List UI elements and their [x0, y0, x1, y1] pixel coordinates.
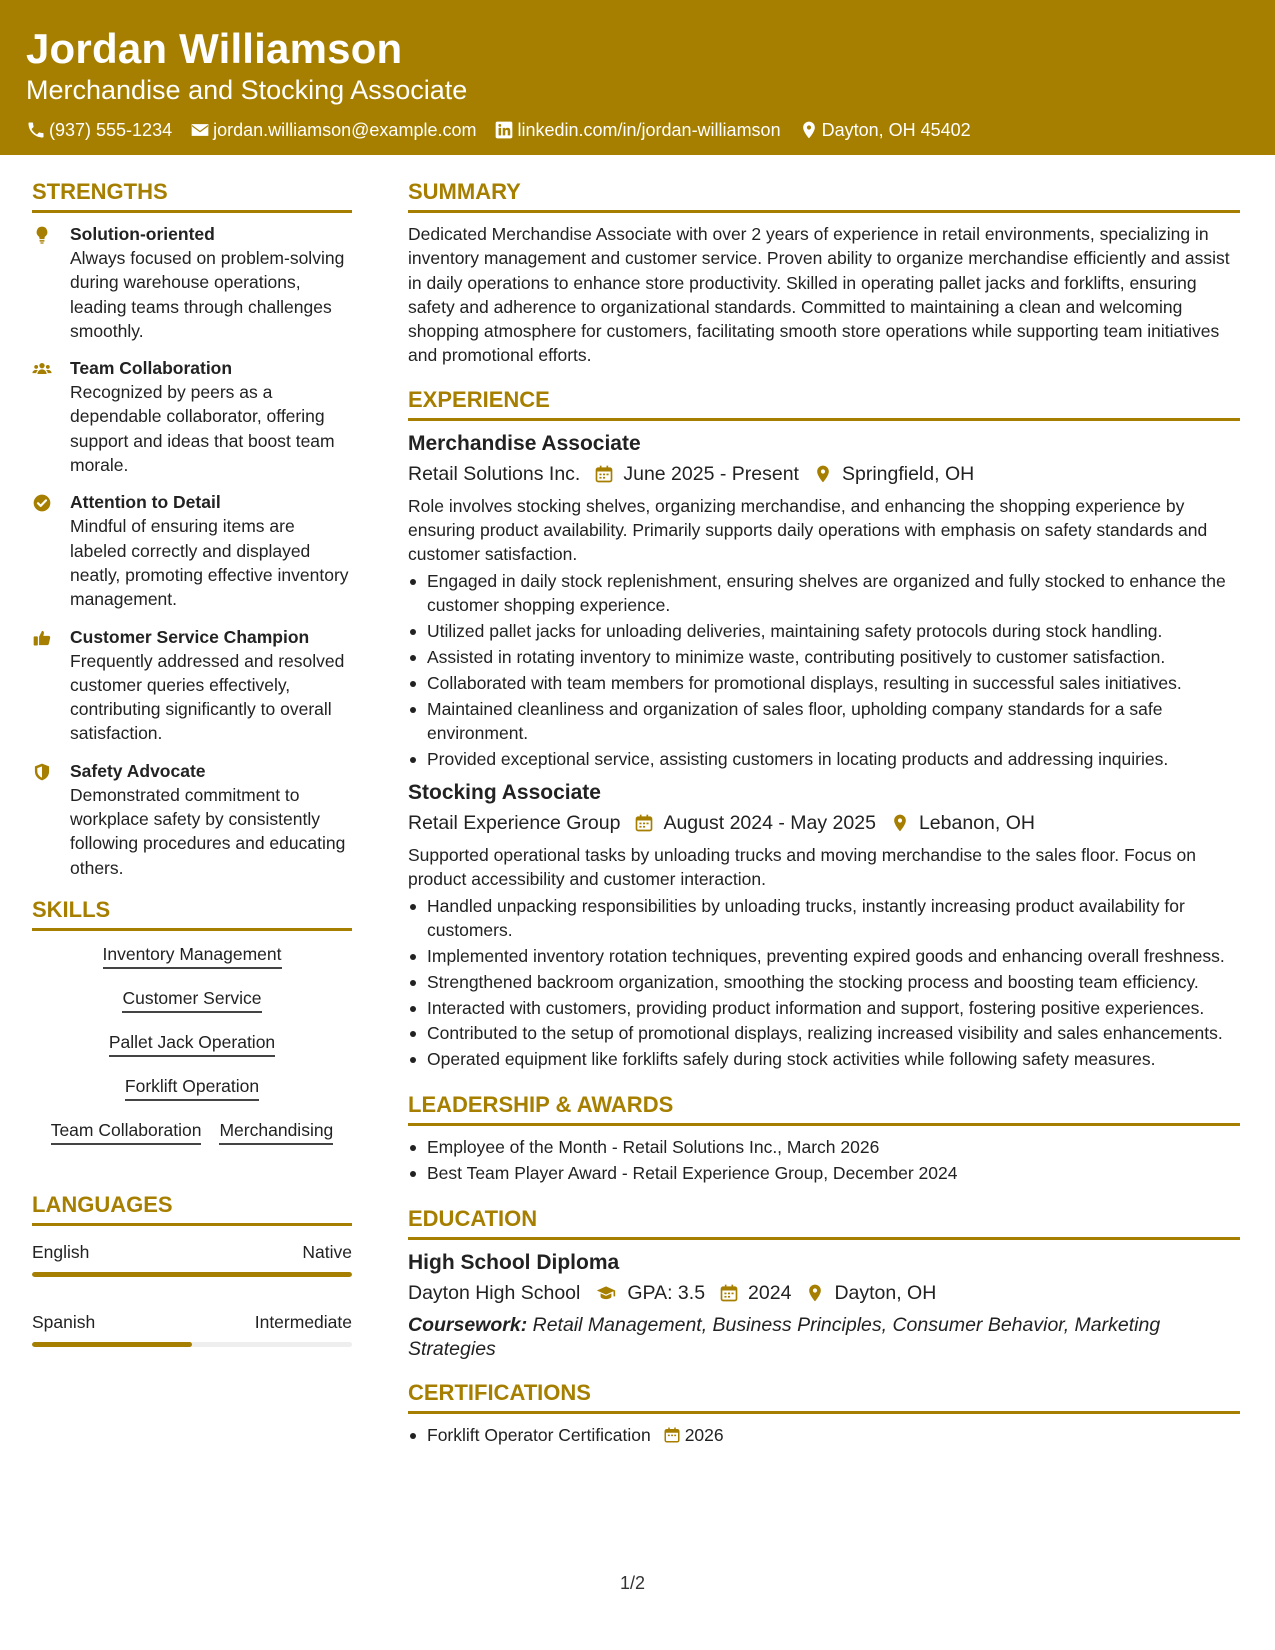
certification-name: Forklift Operator Certification — [427, 1425, 651, 1446]
language-level-fill — [32, 1342, 192, 1347]
job-company: Retail Solutions Inc. — [408, 462, 581, 485]
job-bullet: Assisted in rotating inventory to minimize waste, contributing positively to customer satisfaction. — [408, 645, 1240, 669]
job-bullet: Handled unpacking responsibilities by unloading trucks, instantly increasing product availability for customers. — [408, 894, 1240, 943]
job-bullets — [408, 894, 1240, 1072]
education-title: EDUCATION — [408, 1205, 1240, 1240]
candidate-role: Merchandise and Stocking Associate — [26, 75, 468, 105]
job-bullet: Provided exceptional service, assisting customers in locating products and addressing inquiries. — [408, 747, 1240, 771]
language-item — [32, 1240, 352, 1277]
contact-location — [799, 119, 971, 141]
job-bullet: Engaged in daily stock replenishment, ensuring shelves are organized and fully stocked to enhance the customer shopping experience. — [408, 569, 1240, 618]
strength-desc: Recognized by peers as a dependable collaborator, offering support and ideas that boost team morale. — [70, 382, 335, 476]
certifications-list — [408, 1423, 1240, 1447]
contact-bar — [26, 119, 1275, 141]
skills-list — [32, 940, 352, 1157]
language-level-bar — [32, 1272, 352, 1277]
coursework-list: Retail Management, Business Principles, Consumer Behavior, Marketing Strategies — [408, 1314, 1161, 1361]
job-description: Supported operational tasks by unloading trucks and moving merchandise to the sales floor. Focus on product accessibility and customer interaction. — [408, 845, 1196, 890]
phone-icon — [26, 120, 46, 140]
strength-item — [32, 759, 352, 880]
job-bullet: Interacted with customers, providing product information and support, fostering positive experiences. — [408, 996, 1240, 1020]
lightbulb-icon — [32, 225, 52, 245]
school-name: Dayton High School — [408, 1282, 581, 1305]
job-bullet: Contributed to the setup of promotional displays, realizing increased visibility and sales enhancements. — [408, 1021, 1240, 1045]
awards-title: LEADERSHIP & AWARDS — [408, 1091, 1240, 1126]
map-pin-icon — [813, 464, 833, 484]
calendar-icon — [594, 464, 614, 484]
skill-tag: Customer Service — [122, 986, 261, 1013]
graduation-cap-icon — [594, 1283, 618, 1303]
certification-item — [408, 1423, 1240, 1447]
skill-tag: Team Collaboration — [51, 1118, 202, 1145]
contact-phone[interactable] — [26, 119, 172, 141]
language-level-fill — [32, 1272, 352, 1277]
skills-title: SKILLS — [32, 896, 352, 931]
phone-text: (937) 555-1234 — [49, 120, 173, 140]
shield-icon — [32, 762, 52, 782]
certifications-title: CERTIFICATIONS — [408, 1379, 1240, 1414]
job-entry — [408, 779, 1240, 1072]
strength-desc: Frequently addressed and resolved customer queries effectively, contributing significantly to overall satisfaction. — [70, 650, 345, 744]
job-bullet: Implemented inventory rotation techniques, preventing expired goods and enhancing overall freshness. — [408, 944, 1240, 968]
language-level-bar — [32, 1342, 352, 1347]
experience-title: EXPERIENCE — [408, 386, 1240, 421]
awards-list — [408, 1135, 1240, 1185]
skill-tag: Inventory Management — [103, 942, 282, 969]
job-bullet: Collaborated with team members for promotional displays, resulting in successful sales initiatives. — [408, 671, 1240, 695]
calendar-icon — [719, 1283, 739, 1303]
graduation-year: 2024 — [748, 1282, 792, 1305]
left-column — [32, 178, 352, 1380]
job-bullet: Strengthened backroom organization, smoothing the stocking process and boosting team efficiency. — [408, 970, 1240, 994]
map-pin-icon — [890, 813, 910, 833]
linkedin-text: linkedin.com/in/jordan-williamson — [517, 120, 781, 140]
location-text: Dayton, OH 45402 — [821, 120, 971, 140]
job-company: Retail Experience Group — [408, 812, 621, 835]
language-level: Native — [302, 1241, 352, 1262]
coursework — [408, 1313, 1240, 1361]
coursework-label: Coursework: — [408, 1314, 528, 1337]
thumbs-up-icon — [32, 628, 52, 648]
job-location: Lebanon, OH — [918, 812, 1035, 835]
school-location: Dayton, OH — [834, 1282, 937, 1305]
job-location: Springfield, OH — [841, 462, 975, 485]
strength-item — [32, 222, 352, 343]
calendar-icon — [663, 1426, 681, 1444]
page-number: 1/2 — [620, 1573, 646, 1593]
gpa: GPA: 3.5 — [627, 1282, 706, 1305]
award-item: Best Team Player Award - Retail Experience Group, December 2024 — [408, 1161, 1240, 1185]
job-entry — [408, 430, 1240, 771]
strength-item — [32, 490, 352, 611]
job-bullet: Maintained cleanliness and organization of sales floor, upholding company standards for a safe environment. — [408, 697, 1240, 746]
language-item — [32, 1310, 352, 1347]
summary-title: SUMMARY — [408, 178, 1240, 213]
calendar-icon — [634, 813, 654, 833]
skill-tag: Merchandising — [219, 1118, 333, 1145]
contact-email[interactable] — [190, 119, 476, 141]
job-bullet: Utilized pallet jacks for unloading deliveries, maintaining safety protocols during stock handling. — [408, 619, 1240, 643]
job-description: Role involves stocking shelves, organizing merchandise, and enhancing the shopping experience by ensuring product availability. Primarily supports daily operations with emphasis on safety standards and customer satisfaction. — [408, 495, 1208, 565]
candidate-name: Jordan Williamson — [26, 25, 403, 72]
education-entry — [408, 1249, 1240, 1361]
degree: High School Diploma — [408, 1251, 620, 1275]
job-title: Merchandise Associate — [408, 431, 641, 455]
email-text: jordan.williamson@example.com — [213, 120, 477, 140]
skill-tag: Pallet Jack Operation — [109, 1030, 275, 1057]
map-pin-icon — [805, 1283, 825, 1303]
language-level: Intermediate — [254, 1311, 352, 1332]
strength-title: Customer Service Champion — [70, 626, 310, 647]
strength-item — [32, 625, 352, 746]
strength-title: Attention to Detail — [70, 492, 221, 513]
award-item: Employee of the Month - Retail Solutions Inc., March 2026 — [408, 1135, 1240, 1159]
strength-desc: Mindful of ensuring items are labeled correctly and displayed neatly, promoting effective inventory management. — [70, 516, 349, 610]
map-pin-icon — [799, 120, 819, 140]
strength-item — [32, 356, 352, 477]
language-name: English — [32, 1241, 90, 1262]
education-meta — [408, 1279, 1240, 1307]
job-meta — [408, 460, 1240, 488]
job-bullets — [408, 569, 1240, 771]
right-column — [408, 178, 1240, 1449]
job-meta — [408, 809, 1240, 837]
strength-title: Team Collaboration — [70, 358, 233, 379]
strength-title: Safety Advocate — [70, 760, 206, 781]
language-name: Spanish — [32, 1311, 96, 1332]
job-dates: June 2025 - Present — [623, 462, 799, 485]
skill-tag: Forklift Operation — [125, 1074, 259, 1101]
certification-year: 2026 — [684, 1425, 724, 1446]
job-dates: August 2024 - May 2025 — [663, 812, 876, 835]
resume-header — [0, 0, 1275, 155]
strengths-title: STRENGTHS — [32, 178, 352, 213]
strength-desc: Demonstrated commitment to workplace safety by consistently following procedures and educating others. — [70, 784, 346, 878]
job-title: Stocking Associate — [408, 781, 601, 805]
strength-title: Solution-oriented — [70, 224, 215, 244]
languages-title: LANGUAGES — [32, 1191, 352, 1226]
summary-text: Dedicated Merchandise Associate with over 2 years of experience in retail environments, specializing in inventory management and customer service. Proven ability to organize merchandise efficiently and assist in daily operations to enhance store productivity. Skilled in operating pallet jacks and forklifts, ensuring safety and adherence to organizational standards. Committed to maintaining a clean and welcoming shopping atmosphere for customers, facilitating smooth store operations while supporting team initiatives and promotional efforts. — [408, 224, 1230, 366]
strength-desc: Always focused on problem-solving during warehouse operations, leading teams through challenges smoothly. — [70, 248, 345, 341]
contact-linkedin[interactable] — [494, 119, 780, 141]
linkedin-icon — [494, 120, 514, 140]
users-icon — [32, 359, 52, 379]
envelope-icon — [190, 120, 210, 140]
check-circle-icon — [32, 493, 52, 513]
job-bullet: Operated equipment like forklifts safely during stock activities while following safety measures. — [408, 1047, 1240, 1071]
